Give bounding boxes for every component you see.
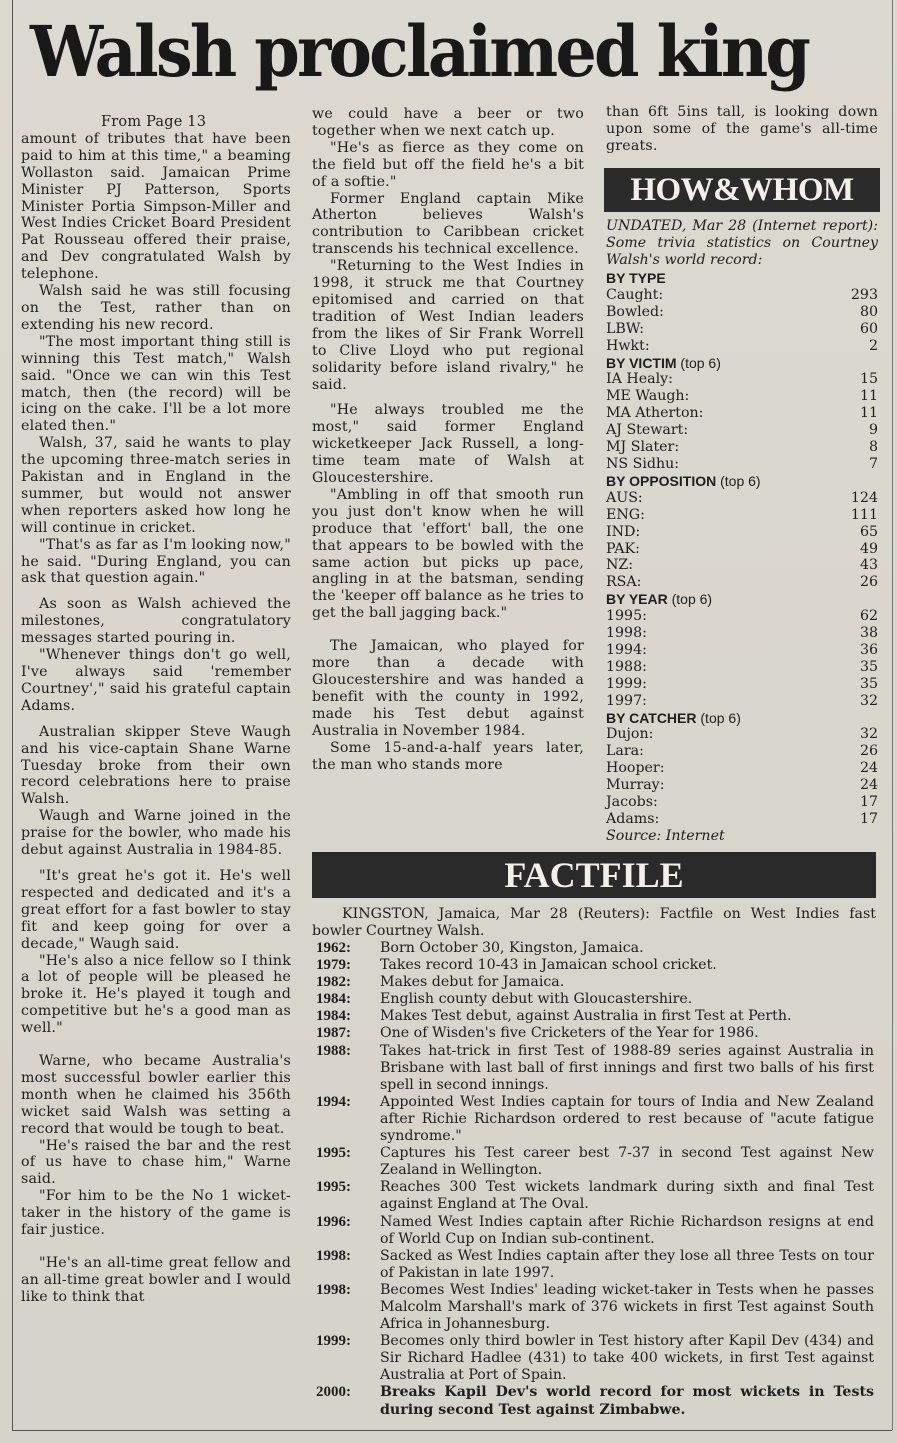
paragraph: Walsh, 37, said he wants to play the upcoming three-match series in Pakistan and in England in the summer, but would not answer when reporters asked how long he will continue in cricket. <box>21 435 291 536</box>
stat-row: IA Healy: 15 <box>606 371 878 388</box>
fact-row <box>316 1145 874 1179</box>
stat-row: Dujon: 32 <box>606 726 878 743</box>
right-column-rule <box>892 0 893 1430</box>
paragraph: "The most important thing still is winning this Test match," Walsh said. "Once we can win this Test match, then (the record) will be icing on the cake. I'll be a lot more elated then." <box>21 333 291 435</box>
stat-row: IND: 65 <box>606 523 878 540</box>
fact-text: Named West Indies captain after Richie Richardson resigns at end of World Cup on Indian sub-continent. <box>380 1213 874 1247</box>
stat-row: Adams: 17 <box>606 811 878 827</box>
paragraph: amount of tributes that have been paid to him at this time," a beaming Wollaston said. Jamaican Prime Minister PJ Patterson, Sports Minister Portia Simpson-Miller and West Indies Cricket Board President Pat Rousseau offered their praise, and Dev congratulated Walsh by telephone. <box>21 130 291 283</box>
paragraph: "Ambling in off that smooth run you just don't know when he will produce that 'effort' ball, the one that appears to be bowled with the same action but picks up pace, angling in at the batsman, sending the 'keeper off balance as he tries to get the ball jagging back." <box>312 486 584 622</box>
fact-row <box>316 1282 874 1333</box>
stat-section-heading: BY OPPOSITION (top 6) <box>606 472 761 489</box>
stat-row: 1999: 35 <box>606 675 878 692</box>
paragraph: Some 15-and-a-half years later, the man who stands more <box>312 739 584 773</box>
how-whom-intro: UNDATED, Mar 28 (Internet report): Some trivia statistics on Courtney Walsh's world record: <box>606 218 878 268</box>
paragraph: "He's an all-time great fellow and an all-time great bowler and I would like to think that <box>21 1255 291 1305</box>
stat-row: 1997: 32 <box>606 692 878 709</box>
fact-row <box>316 1333 874 1384</box>
fact-year: 1995: <box>316 1179 351 1196</box>
fact-row <box>316 991 874 1008</box>
fact-text: Captures his Test career best 7-37 in second Test against New Zealand in Wellington. <box>380 1145 874 1179</box>
stat-row: NS Sidhu: 7 <box>606 455 878 472</box>
paragraph: The Jamaican, who played for more than a decade with Gloucestershire and was handed a benefit with the county in 1992, made his Test debut against Australia in November 1984. <box>312 638 584 739</box>
paragraph: Warne, who became Australia's most successful bowler earlier this month when he claimed his 356th wicket said Walsh was setting a record that would be tough to beat. <box>21 1053 291 1137</box>
stat-row: ENG: 111 <box>606 506 878 523</box>
bottom-rule <box>12 1430 892 1431</box>
left-column-rule <box>12 0 13 1430</box>
factfile-title: FACTFILE <box>312 852 876 898</box>
fact-row <box>316 974 874 991</box>
stat-row: Murray: 24 <box>606 777 878 794</box>
fact-text: One of Wisden's five Cricketers of the Year for 1986. <box>380 1025 759 1042</box>
paragraph: Former England captain Mike Atherton believes Walsh's contribution to Caribbean cricket transcends his technical excellence. <box>312 190 584 258</box>
paragraph: Walsh said he was still focusing on the Test, rather than on extending his new record. <box>21 283 291 333</box>
fact-text: Makes debut for Jamaica. <box>380 974 565 991</box>
fact-year: 1979: <box>316 957 351 974</box>
stat-row: 1988: 35 <box>606 658 878 675</box>
fact-text: English county debut with Gloucastershire. <box>380 991 693 1008</box>
stat-row: PAK: 49 <box>606 540 878 557</box>
fact-text: Born October 30, Kingston, Jamaica. <box>380 940 644 956</box>
headline: Walsh proclaimed king <box>30 10 809 93</box>
fact-text: Takes record 10-43 in Jamaican school cricket. <box>380 957 717 974</box>
article-column-1 <box>21 114 291 1306</box>
paragraph: "That's as far as I'm looking now," he said. "During England, you can ask that question again." <box>21 536 291 587</box>
fact-year: 1996: <box>316 1213 351 1230</box>
stat-source: Source: Internet <box>606 827 725 844</box>
fact-row <box>316 1094 874 1145</box>
fact-row <box>316 1214 874 1248</box>
fact-year: 1982: <box>316 974 351 991</box>
stat-row: AJ Stewart: 9 <box>606 422 878 439</box>
fact-text: Becomes West Indies' leading wicket-taker in Tests when he passes Malcolm Marshall's mark of 376 wickets in first Test against South Africa in Johannesburg. <box>380 1281 874 1333</box>
stat-row: ME Waugh: 11 <box>606 388 878 405</box>
stat-row: Lara: 26 <box>606 743 878 760</box>
fact-row <box>316 1025 874 1042</box>
fact-year: 1988: <box>316 1042 351 1059</box>
fact-row <box>316 1179 874 1213</box>
article-column-3 <box>606 104 878 155</box>
fact-text: Becomes only third bowler in Test history after Kapil Dev (434) and Sir Richard Hadlee (431) to take 400 wickets, in first Test against Australia at Port of Spain. <box>380 1333 874 1384</box>
paragraph: "It's great he's got it. He's well respected and dedicated and it's a great effort for a fast bowler to stay fit and keep going for over a decade," Waugh said. <box>21 867 291 952</box>
factfile-intro: KINGSTON, Jamaica, Mar 28 (Reuters): Factfile on West Indies fast bowler Courtney Walsh. <box>312 906 876 939</box>
paragraph: "He always troubled me the most," said former England wicketkeeper Jack Russell, a long-time team mate of Walsh at Gloucestershire. <box>312 402 584 487</box>
fact-year: 1998: <box>316 1281 351 1298</box>
fact-row <box>316 1043 874 1094</box>
fact-text: Takes hat-trick in first Test of 1988-89 series against Australia in Brisbane with last ball of first innings and first two balls of his first spell in second innings. <box>380 1042 874 1093</box>
article-column-2 <box>312 106 584 773</box>
fact-year: 1999: <box>316 1333 351 1350</box>
stat-section-heading: BY VICTIM (top 6) <box>606 354 721 371</box>
paragraph: Australian skipper Steve Waugh and his vice-captain Shane Warne Tuesday broke from their own record celebrations here to praise Walsh. <box>21 723 291 808</box>
fact-row <box>316 957 874 974</box>
how-whom-title: HOW&WHOM <box>604 168 880 212</box>
fact-year: 2000: <box>316 1384 351 1401</box>
fact-text: Sacked as West Indies captain after they lose all three Tests on tour of Pakistan in late 1997. <box>380 1247 874 1281</box>
fact-row <box>316 1248 874 1282</box>
fact-year: 1995: <box>316 1145 351 1162</box>
fact-text: Makes Test debut, against Australia in first Test at Perth. <box>380 1008 792 1025</box>
paragraph: than 6ft 5ins tall, is looking down upon some of the game's all-time greats. <box>606 104 878 154</box>
stat-row: Hooper: 24 <box>606 760 878 777</box>
stat-row: 1998: 38 <box>606 625 878 642</box>
fact-row <box>316 1384 874 1418</box>
stat-row: 1994: 36 <box>606 641 878 658</box>
fact-year: 1962: <box>316 940 351 956</box>
stat-row: Jacobs: 17 <box>606 794 878 811</box>
paragraph: "He's raised the bar and the rest of us have to chase him," Warne said. <box>21 1137 291 1188</box>
paragraph: Waugh and Warne joined in the praise for the bowler, who made his debut against Australia in 1984-85. <box>21 808 291 859</box>
factfile-list <box>316 940 874 1419</box>
fact-text: Appointed West Indies captain for tours of India and New Zealand after Richie Richardson ordered to rest because of "acute fatigue syndrome." <box>380 1093 874 1145</box>
fact-year: 1984: <box>316 991 351 1008</box>
stat-row: MJ Slater: 8 <box>606 439 878 456</box>
paragraph: we could have a beer or two together when we next catch up. <box>312 106 584 139</box>
fact-row <box>316 1008 874 1025</box>
fact-year: 1998: <box>316 1247 351 1264</box>
stat-row: AUS: 124 <box>606 489 878 506</box>
paragraph: "He's as fierce as they come on the field but off the field he's a bit of a softie." <box>312 139 584 190</box>
paragraph: As soon as Walsh achieved the milestones, congratulatory messages started pouring in. <box>21 596 291 647</box>
continuation-note: From Page 13 <box>101 114 207 130</box>
stat-row: Hwkt: 2 <box>606 337 878 354</box>
fact-text: Breaks Kapil Dev's world record for most wickets in Tests during second Test against Zimbabwe. <box>380 1384 874 1418</box>
stat-section-heading: BY TYPE <box>606 270 666 286</box>
stat-row: Caught: 293 <box>606 286 878 303</box>
stat-section-heading: BY CATCHER (top 6) <box>606 709 741 726</box>
stat-section-heading: BY YEAR (top 6) <box>606 591 713 608</box>
paragraph: "Returning to the West Indies in 1998, it struck me that Courtney epitomised and carried on that tradition of West Indian leaders from the likes of Sir Frank Worrell to Clive Lloyd who put regional solidarity before island rivalry," he said. <box>312 258 584 393</box>
stat-row: 1995: 62 <box>606 608 878 625</box>
stat-row: RSA: 26 <box>606 574 878 591</box>
stat-row: LBW: 60 <box>606 320 878 337</box>
fact-text: Reaches 300 Test wickets landmark during sixth and final Test against England at The Oval. <box>380 1179 874 1213</box>
paragraph: "He's also a nice fellow so I think a lot of people will be pleased he broke it. He's played it tough and competitive but he's a good man as well." <box>21 952 291 1037</box>
paragraph: "For him to be the No 1 wicket-taker in the history of the game is fair justice. <box>21 1188 291 1239</box>
stat-row: NZ: 43 <box>606 557 878 574</box>
stat-row: MA Atherton: 11 <box>606 405 878 422</box>
how-whom-stats <box>606 270 878 845</box>
fact-row <box>316 940 874 957</box>
stat-row: Bowled: 80 <box>606 303 878 320</box>
fact-year: 1984: <box>316 1008 351 1025</box>
fact-year: 1987: <box>316 1025 351 1042</box>
fact-year: 1994: <box>316 1093 351 1110</box>
paragraph: "Whenever things don't go well, I've always said 'remember Courtney'," said his grateful captain Adams. <box>21 647 291 714</box>
